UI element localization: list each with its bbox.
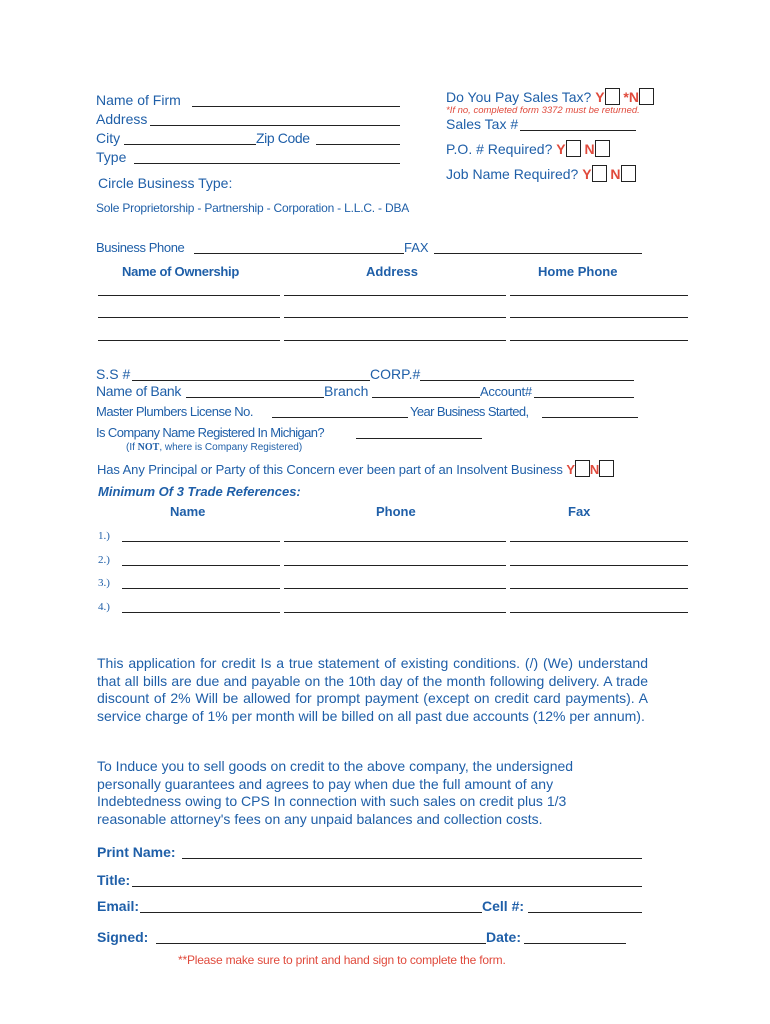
ownership-address-field[interactable] [284,317,506,318]
reference-name-field[interactable] [122,565,280,566]
print-name-field[interactable] [182,858,642,859]
reference-phone-field[interactable] [284,612,506,613]
city-field[interactable] [124,144,256,145]
sales-tax-yes-checkbox[interactable] [605,88,620,105]
year-started-field[interactable] [542,417,638,418]
ownership-name-field[interactable] [98,295,280,296]
guarantee-paragraph [97,758,657,828]
credit-terms-paragraph: This application for credit Is a true statement of existing conditions. (/) (We) understand that all bills are due and payable on the 10th day of the month following delivery. A trade discount of 2% Will be allowed for prompt payment (except on credit card payments). A service charge of 1% per month will be billed on all past due accounts (12% per annum). [97,655,648,724]
insolvent-yes-checkbox[interactable] [575,460,590,477]
fax-label: FAX [404,240,429,255]
corp-field[interactable] [420,380,634,381]
insolvent-no-checkbox[interactable] [599,460,614,477]
reference-row-number: 4.) [98,601,110,613]
reference-row-number: 2.) [98,554,110,566]
city-label: City [96,130,121,146]
firm-name-label: Name of Firm [96,92,181,108]
job-no-label: N [610,166,621,182]
reference-name-field[interactable] [122,588,280,589]
sales-tax-number-label: Sales Tax # [446,116,519,132]
business-phone-field[interactable] [194,253,404,254]
reference-name-field[interactable] [122,612,280,613]
email-field[interactable] [140,912,482,913]
sales-tax-question: Do You Pay Sales Tax? Y *N [446,88,654,105]
sales-tax-no-label: *N [623,89,639,105]
reference-row-number: 3.) [98,577,110,589]
references-title: Minimum Of 3 Trade References: [98,484,301,499]
signature-field[interactable] [156,943,486,944]
account-label: Account# [480,384,532,399]
registered-note: (If NOT, where is Company Registered) [126,442,303,453]
print-name-label: Print Name: [97,844,176,860]
reference-fax-field[interactable] [510,541,688,542]
po-no-label: N [584,141,595,157]
po-yes-checkbox[interactable] [566,140,581,157]
date-field[interactable] [524,943,626,944]
job-yes-label: Y [582,166,592,182]
guarantee-line: personally guarantees and agrees to pay when due the full amount of any [97,775,554,792]
address-field[interactable] [150,125,400,126]
type-field[interactable] [134,163,400,164]
ownership-address-field[interactable] [284,340,506,341]
business-phone-label: Business Phone [96,240,185,255]
ss-label: S.S # [96,366,131,382]
circle-business-type-label: Circle Business Type: [98,175,233,191]
cell-label: Cell #: [482,898,525,914]
reference-phone-field[interactable] [284,541,506,542]
reference-row-number: 1.) [98,530,110,542]
bank-name-field[interactable] [186,397,324,398]
sales-tax-no-checkbox[interactable] [639,88,654,105]
license-label: Master Plumbers License No. [96,404,254,419]
reference-phone-field[interactable] [284,565,506,566]
insolvent-yes-label: Y [566,462,575,477]
po-no-checkbox[interactable] [595,140,610,157]
reference-fax-field[interactable] [510,588,688,589]
registered-question: Is Company Name Registered In Michigan? [96,425,325,440]
reference-name-field[interactable] [122,541,280,542]
license-field[interactable] [272,417,408,418]
address-label: Address [96,111,148,127]
business-type-options[interactable]: Sole Proprietorship - Partnership - Corporation - L.L.C. - DBA [96,201,410,215]
ownership-name-field[interactable] [98,340,280,341]
ss-field[interactable] [132,380,370,381]
firm-name-field[interactable] [192,106,400,107]
job-yes-checkbox[interactable] [592,165,607,182]
year-started-label: Year Business Started, [410,404,529,419]
ownership-address-field[interactable] [284,295,506,296]
job-no-checkbox[interactable] [621,165,636,182]
date-label: Date: [486,929,522,945]
po-yes-label: Y [556,141,566,157]
fax-field[interactable] [434,253,642,254]
references-fax-header: Fax [568,504,591,519]
title-label: Title: [97,872,131,888]
ownership-phone-field[interactable] [510,340,688,341]
signed-label: Signed: [97,929,149,945]
ownership-phone-header: Home Phone [538,264,618,279]
title-field[interactable] [132,886,642,887]
zip-field[interactable] [316,144,400,145]
guarantee-line: reasonable attorney's fees on any unpaid balances and collection costs. [97,810,543,827]
reference-fax-field[interactable] [510,612,688,613]
reference-phone-field[interactable] [284,588,506,589]
branch-label: Branch [324,383,369,399]
ownership-name-header: Name of Ownership [122,264,239,279]
email-label: Email: [97,898,140,914]
sales-tax-number-field[interactable] [520,130,636,131]
branch-field[interactable] [372,397,480,398]
corp-label: CORP.# [370,366,421,382]
ownership-address-header: Address [366,264,419,279]
reference-fax-field[interactable] [510,565,688,566]
zip-label: Zip Code [256,130,310,146]
po-required-question: P.O. # Required? Y N [446,140,610,157]
ownership-phone-field[interactable] [510,317,688,318]
sales-tax-note: *If no, completed form 3372 must be returned. [446,105,640,116]
references-phone-header: Phone [376,504,416,519]
references-name-header: Name [170,504,206,519]
job-name-question: Job Name Required? Y N [446,165,636,182]
footer-note: **Please make sure to print and hand sign to complete the form. [178,953,506,967]
account-field[interactable] [534,397,634,398]
type-label: Type [96,149,127,165]
sales-tax-yes-label: Y [595,89,605,105]
registered-field[interactable] [356,438,482,439]
guarantee-line: To Induce you to sell goods on credit to the above company, the undersigned [97,758,574,774]
cell-field[interactable] [528,912,642,913]
bank-name-label: Name of Bank [96,383,182,399]
ownership-phone-field[interactable] [510,295,688,296]
ownership-name-field[interactable] [98,317,280,318]
guarantee-line: Indebtedness owing to CPS In connection with such sales on credit plus 1/3 [97,793,567,809]
insolvent-question: Has Any Principal or Party of this Concern ever been part of an Insolvent Business Y N [97,460,614,477]
insolvent-no-label: N [589,462,600,477]
